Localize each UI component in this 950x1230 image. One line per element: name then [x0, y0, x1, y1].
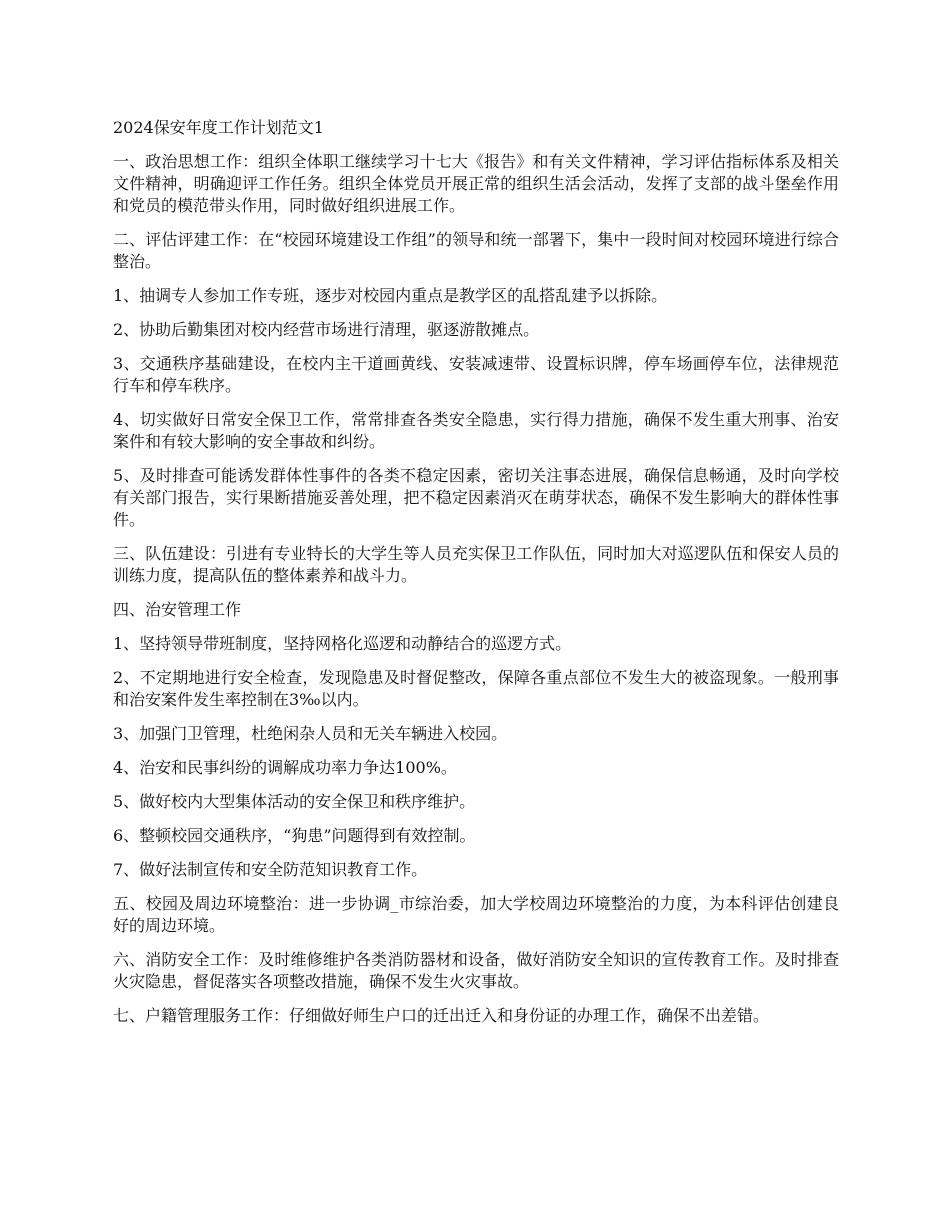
paragraph-security-item-3: 3、加强门卫管理，杜绝闲杂人员和无关车辆进入校园。	[113, 724, 508, 743]
document-title: 2024保安年度工作计划范文1	[113, 118, 324, 137]
paragraph-campus-environment: 五、校园及周边环境整治：进一步协调_市综治委，加大学校周边环境整治的力度，为本科评估创建良好的周边环境。	[113, 894, 839, 935]
paragraph-evaluation-item-2: 2、协助后勤集团对校内经营市场进行清理，驱逐游散摊点。	[113, 320, 540, 339]
paragraph-evaluation-item-1: 1、抽调专人参加工作专班，逐步对校园内重点是教学区的乱搭乱建予以拆除。	[113, 286, 668, 305]
paragraph-security-item-5: 5、做好校内大型集体活动的安全保卫和秩序维护。	[113, 792, 476, 811]
paragraph-security-item-1: 1、坚持领导带班制度，坚持网格化巡逻和动静结合的巡逻方式。	[113, 634, 572, 653]
paragraph-household-registration: 七、户籍管理服务工作：仔细做好师生户口的迁出迁入和身份证的办理工作，确保不出差错。	[113, 1006, 770, 1025]
paragraph-security-management-heading: 四、治安管理工作	[113, 600, 242, 619]
document-page	[113, 117, 839, 1039]
paragraph-security-item-6: 6、整顿校园交通秩序，“狗患”问题得到有效控制。	[113, 826, 476, 845]
paragraph-team-building: 三、队伍建设：引进有专业特长的大学生等人员充实保卫工作队伍，同时加大对巡逻队伍和保安人员的训练力度，提高队伍的整体素养和战斗力。	[113, 544, 839, 585]
paragraph-security-item-7: 7、做好法制宣传和安全防范知识教育工作。	[113, 860, 428, 879]
paragraph-security-item-4: 4、治安和民事纠纷的调解成功率力争达100%。	[113, 758, 457, 777]
paragraph-security-item-2: 2、不定期地进行安全检查，发现隐患及时督促整改，保障各重点部位不发生大的被盗现象。一般刑事和治安案件发生率控制在3‰以内。	[113, 668, 839, 709]
paragraph-political-work: 一、政治思想工作：组织全体职工继续学习十七大《报告》和有关文件精神，学习评估指标体系及相关文件精神，明确迎评工作任务。组织全体党员开展正常的组织生活会活动，发挥了支部的战斗堡垒作用和党员的模范带头作用，同时做好组织进展工作。	[113, 152, 839, 215]
paragraph-fire-safety: 六、消防安全工作：及时维修维护各类消防器材和设备，做好消防安全知识的宣传教育工作。及时排查火灾隐患，督促落实各项整改措施，确保不发生火灾事故。	[113, 950, 839, 991]
paragraph-evaluation-work: 二、评估评建工作：在“校园环境建设工作组”的领导和统一部署下，集中一段时间对校园环境进行综合整治。	[113, 230, 839, 271]
paragraph-evaluation-item-3: 3、交通秩序基础建设，在校内主干道画黄线、安装减速带、设置标识牌，停车场画停车位，法律规范行车和停车秩序。	[113, 354, 839, 395]
paragraph-evaluation-item-5: 5、及时排查可能诱发群体性事件的各类不稳定因素，密切关注事态进展，确保信息畅通，及时向学校有关部门报告，实行果断措施妥善处理，把不稳定因素消灭在萌芽状态，确保不发生影响大的群体性事件。	[113, 466, 839, 529]
paragraph-evaluation-item-4: 4、切实做好日常安全保卫工作，常常排查各类安全隐患，实行得力措施，确保不发生重大刑事、治安案件和有较大影响的安全事故和纠纷。	[113, 410, 839, 451]
